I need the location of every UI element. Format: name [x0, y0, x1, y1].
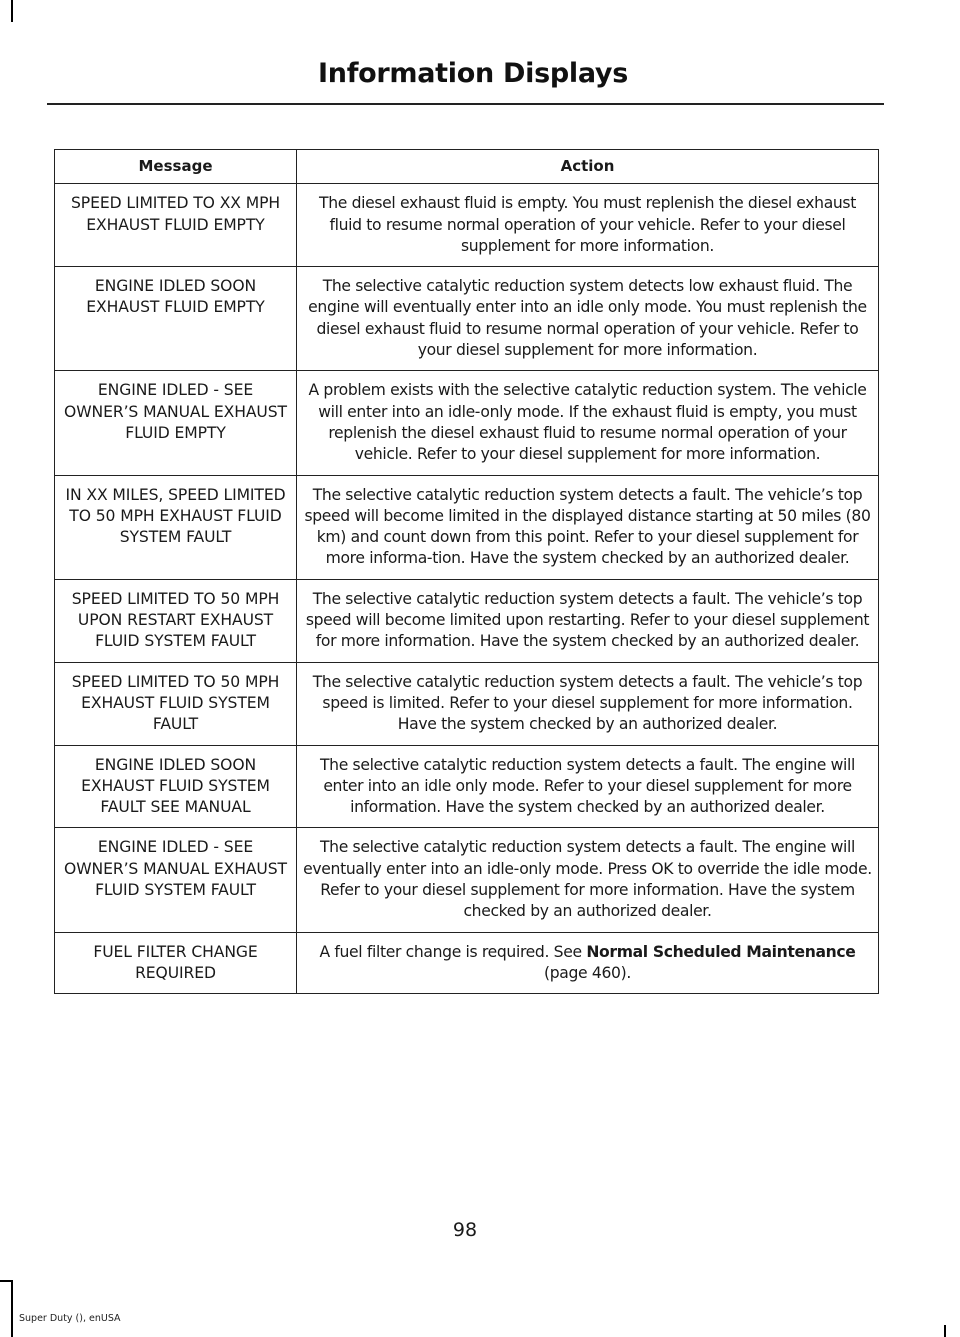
message-cell: SPEED LIMITED TO 50 MPH UPON RESTART EXHAUST FLUID SYSTEM FAULT: [55, 579, 297, 662]
action-cell: The selective catalytic reduction system detects a fault. The engine will eventually enter into an idle-only mode. Press OK to override the idle mode. Refer to your diesel supplement for more information. Have the system checked by an authorized dealer.: [297, 828, 879, 932]
table-row: [55, 745, 879, 828]
crop-mark-bottom-left: [11, 1280, 13, 1337]
action-cell: The selective catalytic reduction system detects low exhaust fluid. The engine will eventually enter into an idle only mode. You must replenish the diesel exhaust fluid to resume normal operation of your vehicle. Refer to your diesel supplement for more information.: [297, 267, 879, 371]
table-row: [55, 828, 879, 932]
message-cell: SPEED LIMITED TO 50 MPH EXHAUST FLUID SYSTEM FAULT: [55, 662, 297, 745]
action-cell: [297, 932, 879, 994]
message-table: [54, 149, 879, 994]
action-cell: The selective catalytic reduction system detects a fault. The engine will enter into an idle only mode. Refer to your diesel supplement for more information. Have the system checked by an authorized dealer.: [297, 745, 879, 828]
action-cell: The selective catalytic reduction system detects a fault. The vehicle’s top speed will become limited upon restarting. Refer to your diesel supplement for more information. Have the system checked by an authorized dealer.: [297, 579, 879, 662]
action-cell: A problem exists with the selective catalytic reduction system. The vehicle will enter into an idle-only mode. If the exhaust fluid is empty, you must replenish the diesel exhaust fluid to resume normal operation of your vehicle. Refer to your diesel supplement for more information.: [297, 371, 879, 475]
edition-label: Super Duty (), enUSA: [19, 1313, 121, 1324]
table-header-row: [55, 150, 879, 184]
column-header-action: Action: [297, 150, 879, 184]
table-row: [55, 267, 879, 371]
table-row: [55, 371, 879, 475]
action-cell: The selective catalytic reduction system detects a fault. The vehicle’s top speed is limited. Refer to your diesel supplement for more information. Have the system checked by an authorized dealer.: [297, 662, 879, 745]
crop-mark-top-left: [11, 0, 13, 22]
page-reference: (page 460).: [544, 963, 631, 982]
page-number: 98: [452, 1219, 478, 1241]
table-row: [55, 662, 879, 745]
table-row: [55, 932, 879, 994]
action-cell: The selective catalytic reduction system detects a fault. The vehicle’s top speed will become limited in the displayed distance starting at 50 miles (80 km) and count down from this point. Refer to your diesel supplement for more informa-tion. Have the system checked by an authorized dealer.: [297, 475, 879, 579]
action-text: A fuel filter change is required. See: [319, 942, 582, 961]
message-cell: IN XX MILES, SPEED LIMITED TO 50 MPH EXHAUST FLUID SYSTEM FAULT: [55, 475, 297, 579]
column-header-message: Message: [55, 150, 297, 184]
maintenance-reference-link[interactable]: Normal Scheduled Maintenance: [586, 942, 856, 961]
table-row: [55, 579, 879, 662]
crop-mark-bottom-right: [944, 1325, 946, 1337]
message-cell: ENGINE IDLED SOON EXHAUST FLUID EMPTY: [55, 267, 297, 371]
table-row: [55, 475, 879, 579]
table-row: [55, 184, 879, 267]
action-cell: The diesel exhaust fluid is empty. You must replenish the diesel exhaust fluid to resume normal operation of your vehicle. Refer to your diesel supplement for more information.: [297, 184, 879, 267]
message-cell: ENGINE IDLED SOON EXHAUST FLUID SYSTEM FAULT SEE MANUAL: [55, 745, 297, 828]
page-title: Information Displays: [318, 58, 628, 89]
message-cell: SPEED LIMITED TO XX MPH EXHAUST FLUID EMPTY: [55, 184, 297, 267]
header-divider: [47, 103, 884, 105]
message-cell: ENGINE IDLED - SEE OWNER’S MANUAL EXHAUST FLUID EMPTY: [55, 371, 297, 475]
message-cell: ENGINE IDLED - SEE OWNER’S MANUAL EXHAUST FLUID SYSTEM FAULT: [55, 828, 297, 932]
crop-mark-bottom-left-h: [0, 1280, 12, 1282]
message-cell: FUEL FILTER CHANGE REQUIRED: [55, 932, 297, 994]
